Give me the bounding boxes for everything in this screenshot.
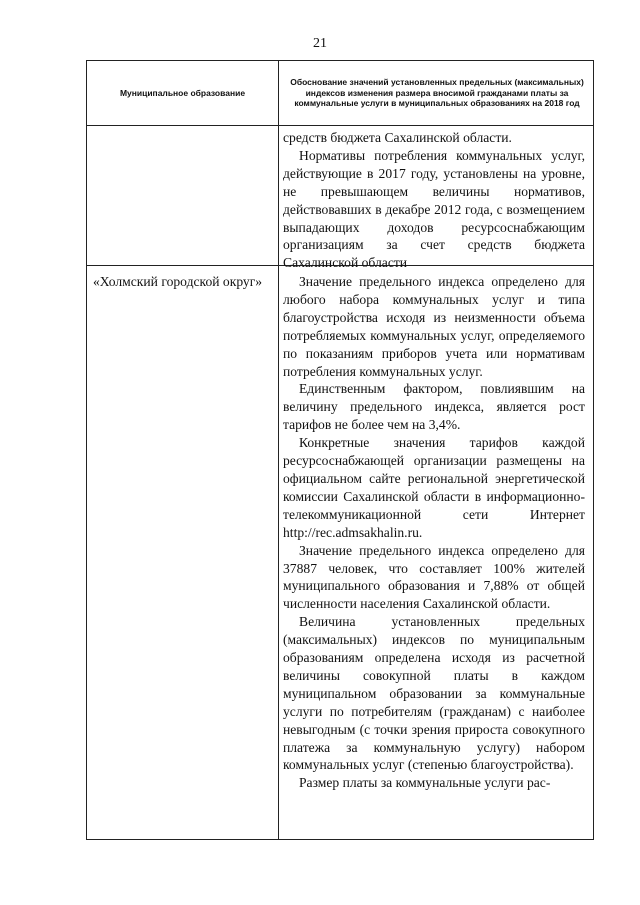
continued-justification-cell bbox=[283, 129, 585, 272]
paragraph: Единственным фактором, повлиявшим на величину предельного индекса, является рост тарифов не более чем на 3,4%. bbox=[283, 381, 585, 433]
paragraph: Конкретные значения тарифов каждой ресурсоснабжающей организации размещены на официальном сайте региональной энергетической комиссии Сахалинской области в информационно-телекоммуникационной сети Интернет http://rec.admsakhalin.ru. bbox=[283, 435, 585, 540]
column-divider bbox=[278, 61, 279, 839]
header-justification: Обоснование значений установленных предельных (максимальных) индексов изменения размера вносимой гражданами платы за коммунальные услуги в муниципальных образованиях на 2018 год bbox=[290, 77, 584, 109]
paragraph: Нормативы потребления коммунальных услуг, действующие в 2017 году, установлены на уровне, не превышающем величины нормативов, действовавших в декабре 2012 года, с возмещением выпадающих доходов ресурсоснабжающим организациям за счет средств бюджета Сахалинской области bbox=[283, 147, 585, 271]
justification-table bbox=[86, 60, 594, 840]
paragraph: Размер платы за коммунальные услуги рас- bbox=[299, 775, 551, 791]
paragraph: Значение предельного индекса определено для 37887 человек, что составляет 100% жителей муниципального образования и 7,88% от общей численности населения Сахалинской области. bbox=[283, 542, 585, 612]
paragraph: Значение предельного индекса определено для любого набора коммунальных услуг и типа благоустройства исходя из неизменности объема потребляемых коммунальных услуг, определяемого по показаниям приборов учета или нормативам потребления коммунальных услуг. bbox=[283, 274, 585, 379]
justification-cell bbox=[283, 273, 585, 792]
paragraph: средств бюджета Сахалинской области. bbox=[283, 130, 512, 145]
municipality-name: «Холмский городской округ» bbox=[93, 274, 263, 289]
header-divider bbox=[87, 125, 593, 126]
municipality-cell bbox=[93, 273, 269, 291]
header-municipality: Муниципальное образование bbox=[119, 88, 246, 98]
page-number: 21 bbox=[313, 36, 327, 51]
paragraph: Величина установленных предельных (максимальных) индексов по муниципальным образованиям определена исходя из расчетной величины совокупной платы в каждом муниципальном образовании за коммунальные услуги по потребителям (гражданам) с наиболее невыгодным (с точки зрения прироста совокупного платежа за коммунальную услугу) набором коммунальных услуг (степенью благоустройства). bbox=[283, 614, 585, 773]
